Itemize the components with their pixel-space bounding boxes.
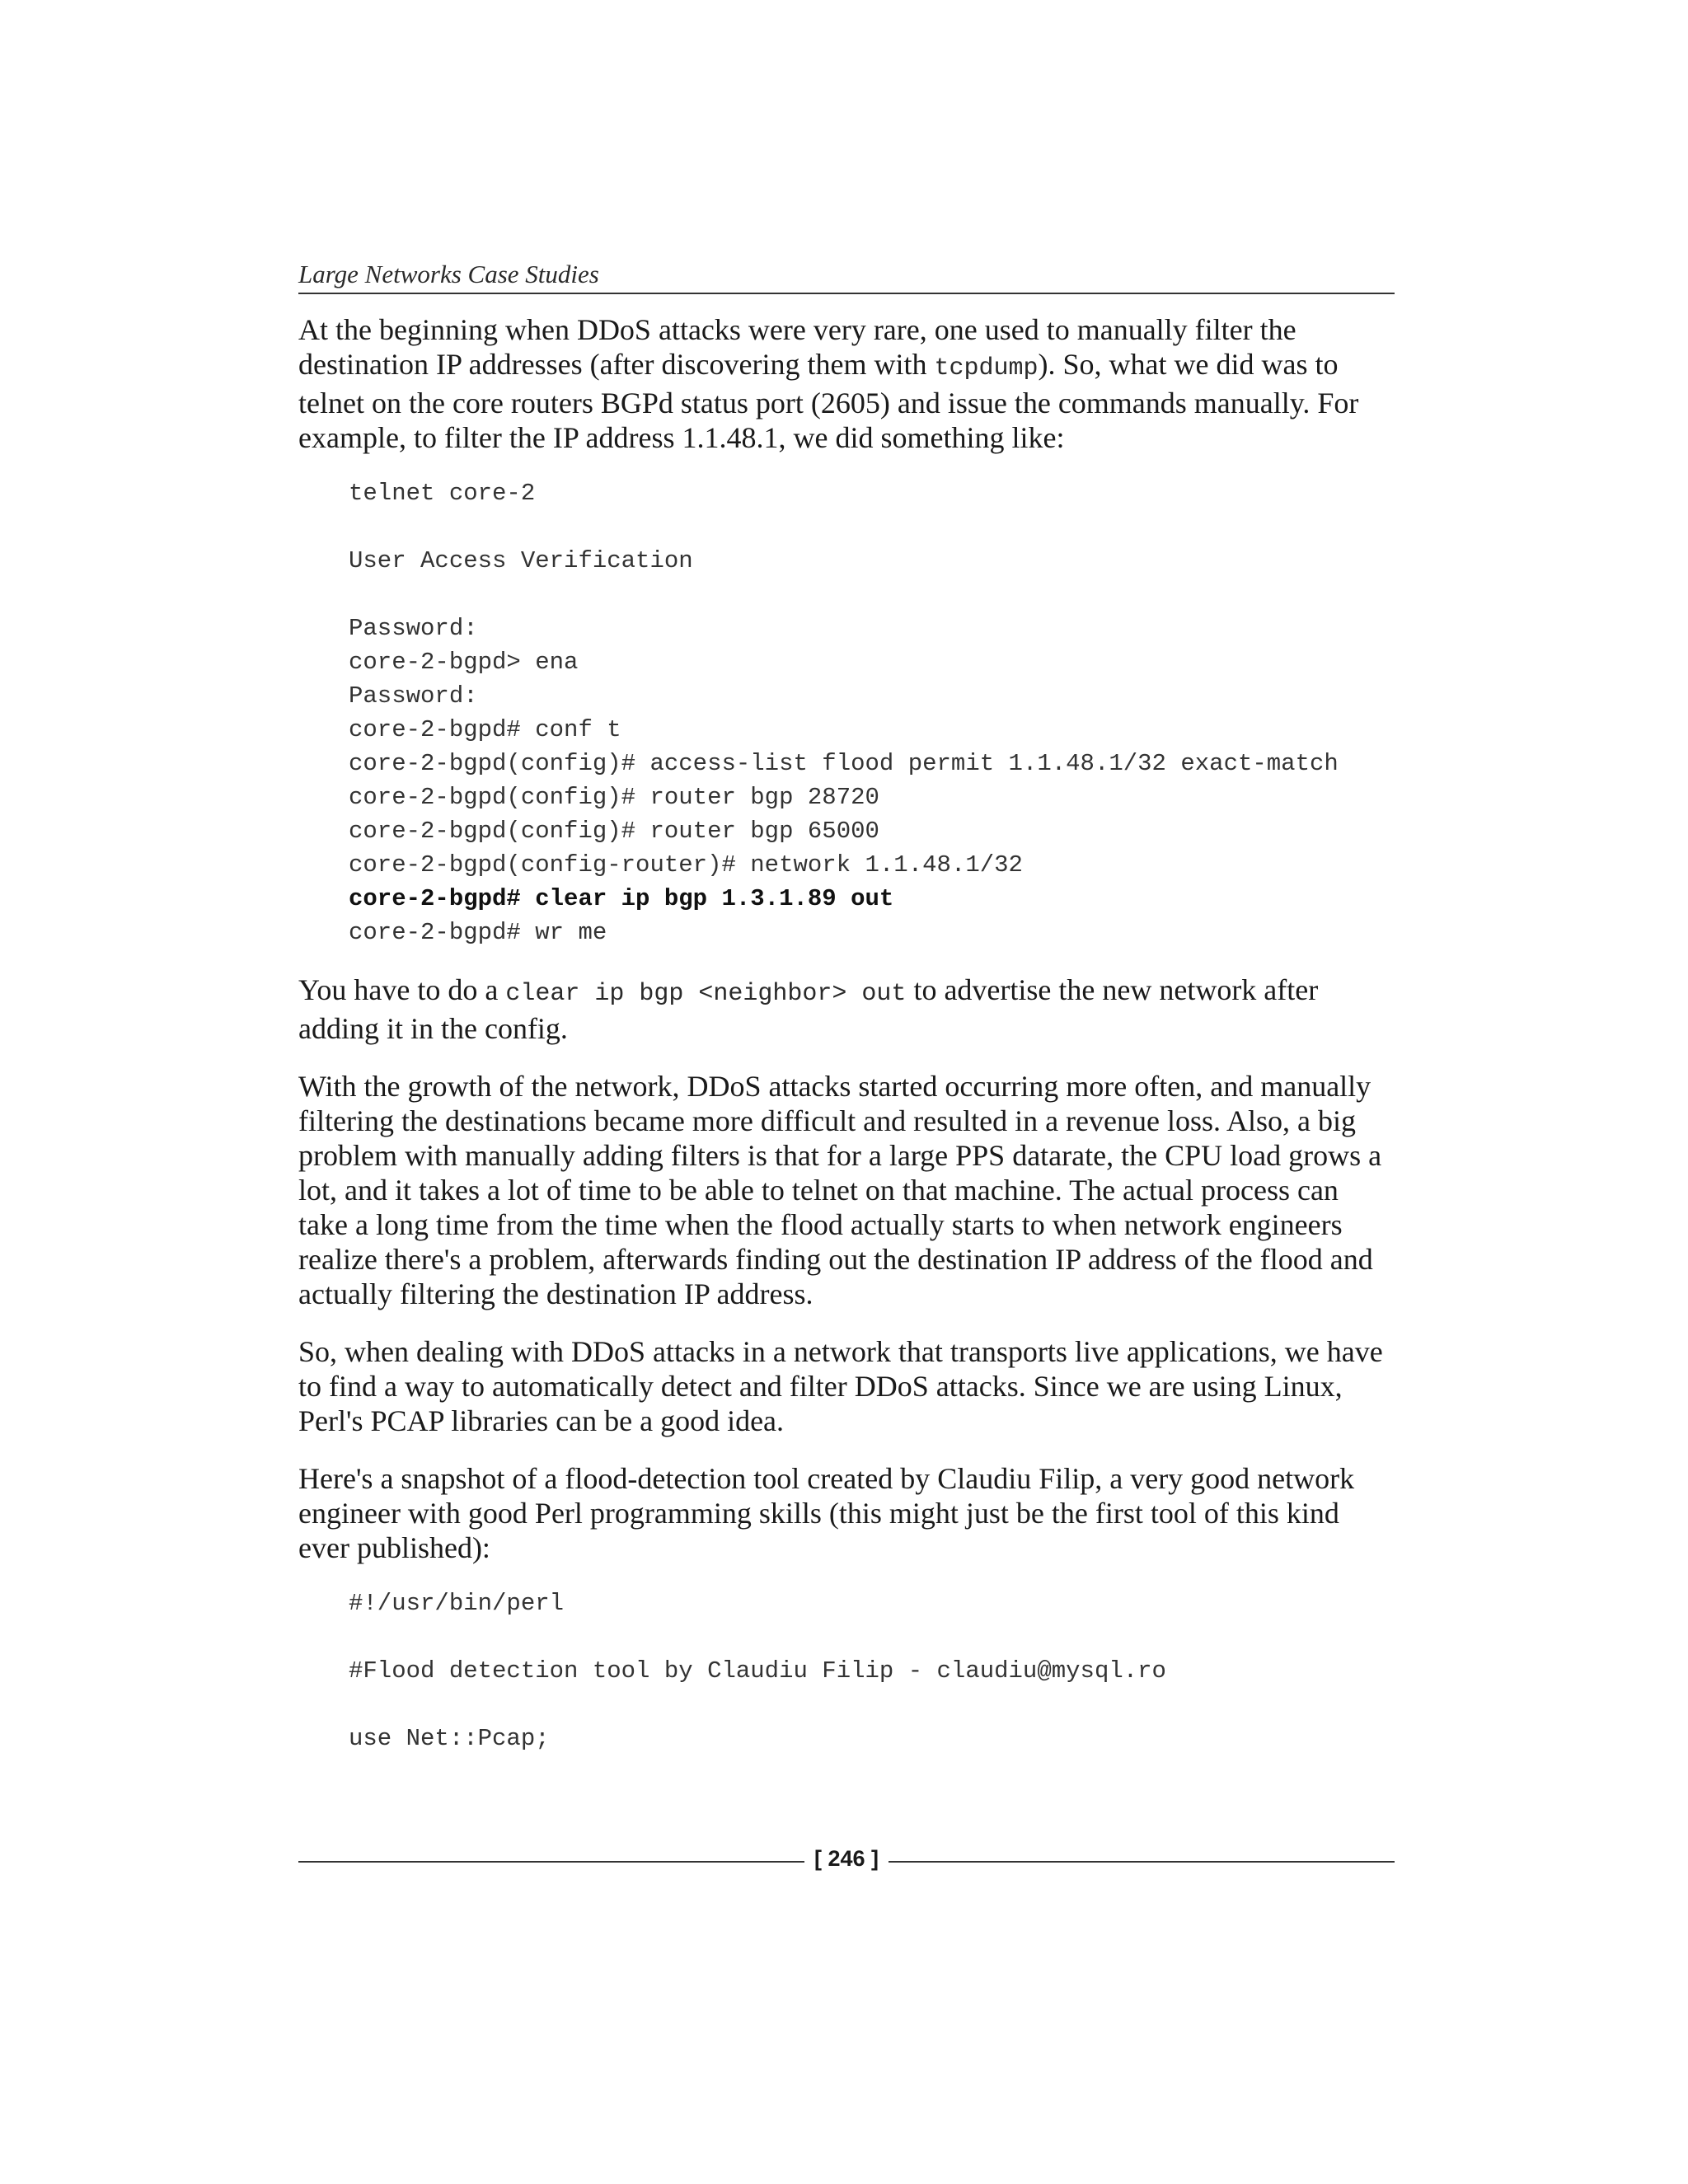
paragraph-text: to advertise the new network after adding it in the config. (298, 972, 1319, 1045)
paragraph-network-growth: With the growth of the network, DDoS attacks started occurring more often, and manually filtering the destinations became more difficult and resulted in a revenue loss. Also, a big problem with manually adding filters is that for a large PPS datarate, the CPU load grows a lot, and it takes a lot of time to be able to telnet on that machine. The actual process can take a long time from the time when the flood actually starts to when network engineers realize there's a problem, afterwards finding out the destination IP address of the flood and actually filtering the destination IP address. (298, 1069, 1382, 1310)
inline-code: clear ip bgp <neighbor> out (505, 979, 907, 1008)
paragraph-live-applications: So, when dealing with DDoS attacks in a network that transports live applications, we have to find a way to automatically detect and filter DDoS attacks. Since we are using Linux, Perl's PCAP libraries can be a good idea. (298, 1334, 1383, 1437)
code-line (349, 578, 1395, 612)
code-line: Password: (349, 682, 478, 710)
code-line (349, 1688, 1395, 1722)
code-line: #Flood detection tool by Claudiu Filip - claudiu@mysql.ro (349, 1657, 1166, 1685)
code-line: User Access Verification (349, 546, 693, 574)
code-line: core-2-bgpd# conf t (349, 715, 621, 743)
paragraph-flood-tool-intro: Here's a snapshot of a flood-detection tool created by Claudiu Filip, a very good network engineer with good Perl programming skills (this might just be the first tool of this kind ever published): (298, 1461, 1355, 1564)
paragraph-intro (298, 312, 1395, 455)
page-content (298, 260, 1395, 1755)
inline-code: tcpdump (934, 354, 1039, 382)
code-line (349, 1620, 1395, 1654)
paragraph-clear-bgp (298, 972, 1395, 1046)
code-line: core-2-bgpd(config)# access-list flood permit 1.1.48.1/32 exact-match (349, 749, 1339, 777)
code-line: telnet core-2 (349, 479, 536, 507)
code-line (349, 510, 1395, 544)
code-block-perl-script (349, 1586, 1395, 1755)
code-line: use Net::Pcap; (349, 1724, 550, 1752)
code-line: core-2-bgpd# clear ip bgp 1.3.1.89 out (349, 884, 894, 912)
code-line: core-2-bgpd(config-router)# network 1.1.48.1/32 (349, 851, 1023, 879)
paragraph-text: At the beginning when DDoS attacks were very rare, one used to manually filter the destination IP addresses (after discovering them with (298, 312, 1296, 381)
page-footer (298, 1844, 1395, 1877)
code-line: Password: (349, 614, 478, 642)
code-line: core-2-bgpd(config)# router bgp 65000 (349, 817, 879, 845)
running-header: Large Networks Case Studies (298, 260, 1395, 294)
code-block-telnet-session (349, 476, 1395, 949)
code-line: core-2-bgpd> ena (349, 648, 579, 676)
code-line: core-2-bgpd# wr me (349, 918, 607, 946)
page-number: [ 246 ] (814, 1846, 879, 1871)
footer-rule-right (889, 1861, 1395, 1863)
paragraph-text: You have to do a (298, 972, 506, 1006)
code-line: #!/usr/bin/perl (349, 1589, 565, 1617)
code-line: core-2-bgpd(config)# router bgp 28720 (349, 783, 879, 811)
paragraph-text: ). So, what we did was to telnet on the core routers BGPd status port (2605) and issue the commands manually. For example, to filter the IP address 1.1.48.1, we did something like: (298, 347, 1359, 454)
